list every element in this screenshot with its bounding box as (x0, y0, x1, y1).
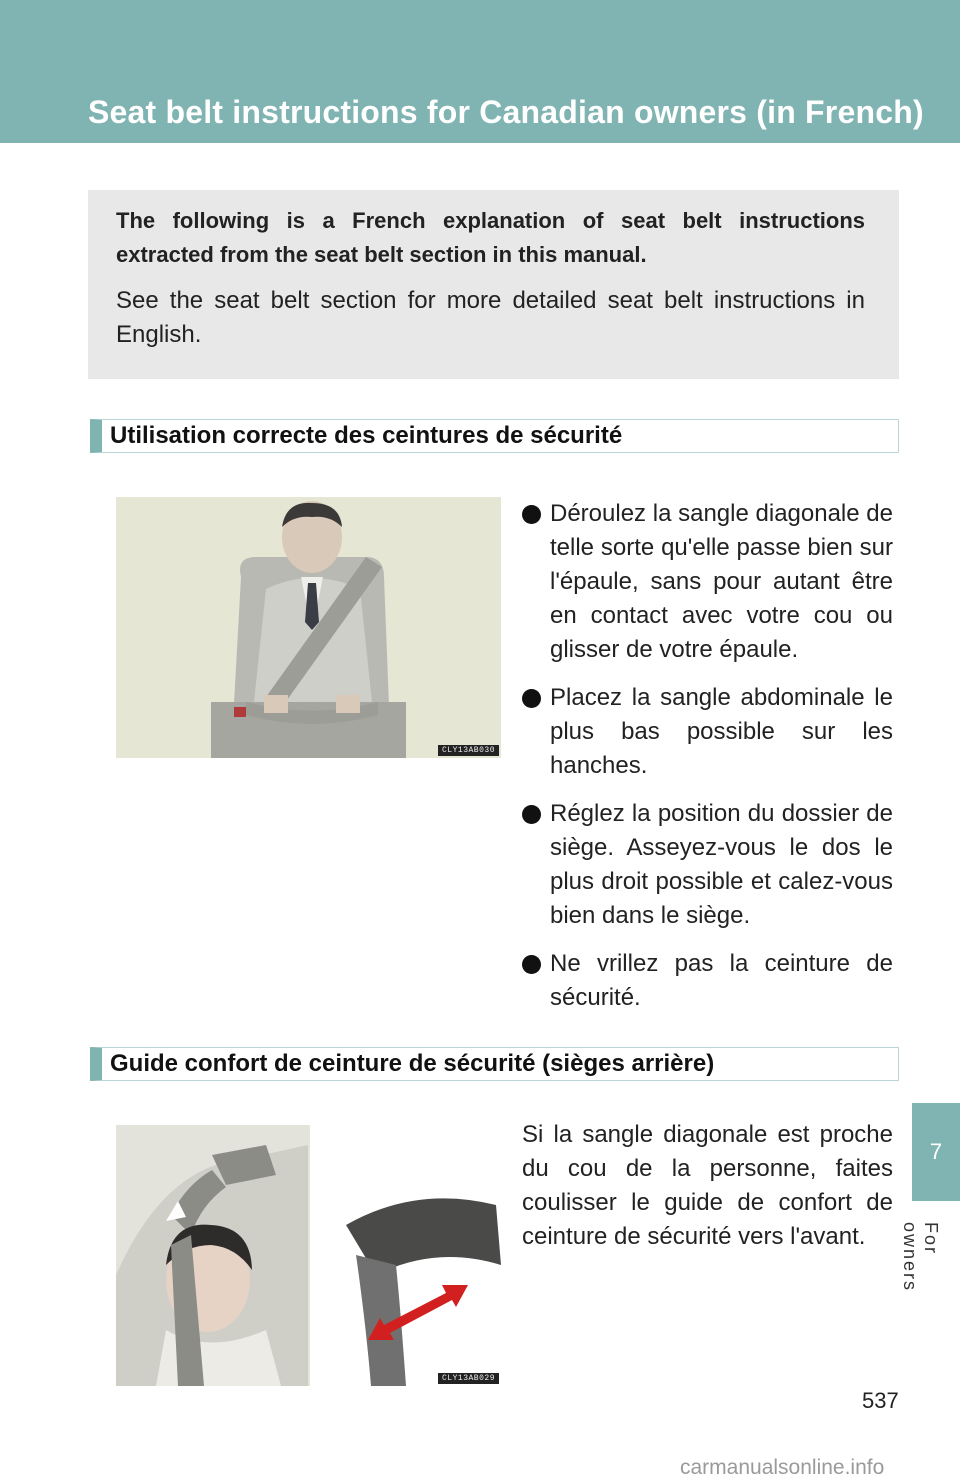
page-number: 537 (862, 1388, 899, 1413)
seatbelt-usage-illustration (116, 497, 501, 758)
child-and-belt-guide-drawing (116, 1125, 501, 1386)
figure-code: CLY13AB030 (438, 745, 499, 756)
figure-code: CLY13AB029 (438, 1373, 499, 1384)
intro-normal-text: See the seat belt section for more detailed seat belt instructions in English. (116, 287, 865, 348)
section-heading-seat-belt-use: Utilisation correcte des ceintures de sécurité (90, 419, 899, 453)
intro-bold-text: The following is a French explanation of seat belt instructions extracted from the seat belt section in this manual. (116, 208, 865, 267)
header-band (0, 0, 960, 143)
comfort-guide-paragraph: Si la sangle diagonale est proche du cou de la personne, faites coulisser le guide de confort de ceinture de sécurité vers l'avant. (522, 1121, 893, 1250)
chapter-tab[interactable]: 7 (912, 1103, 960, 1201)
bullet-dot-icon (522, 805, 541, 824)
list-item: Ne vrillez pas la ceinture de sécurité. (522, 947, 893, 1015)
instruction-bullet-list (522, 497, 893, 1029)
seated-person-drawing (116, 497, 501, 758)
bullet-dot-icon (522, 955, 541, 974)
bullet-dot-icon (522, 689, 541, 708)
comfort-guide-illustration (116, 1125, 501, 1386)
intro-box (88, 190, 899, 379)
watermark: carmanualsonline.info (680, 1456, 885, 1479)
bullet-dot-icon (522, 505, 541, 524)
section-heading-comfort-guide: Guide confort de ceinture de sécurité (sièges arrière) (90, 1047, 899, 1081)
chapter-label: For owners (900, 1222, 941, 1293)
list-item: Placez la sangle abdominale le plus bas possible sur les hanches. (522, 681, 893, 783)
list-item: Réglez la position du dossier de siège. Asseyez-vous le dos le plus droit possible et calez-vous bien dans le siège. (522, 797, 893, 933)
page-title: Seat belt instructions for Canadian owners (in French) (88, 94, 924, 130)
list-item: Déroulez la sangle diagonale de telle sorte qu'elle passe bien sur l'épaule, sans pour autant être en contact avec votre cou ou glisser de votre épaule. (522, 497, 893, 667)
